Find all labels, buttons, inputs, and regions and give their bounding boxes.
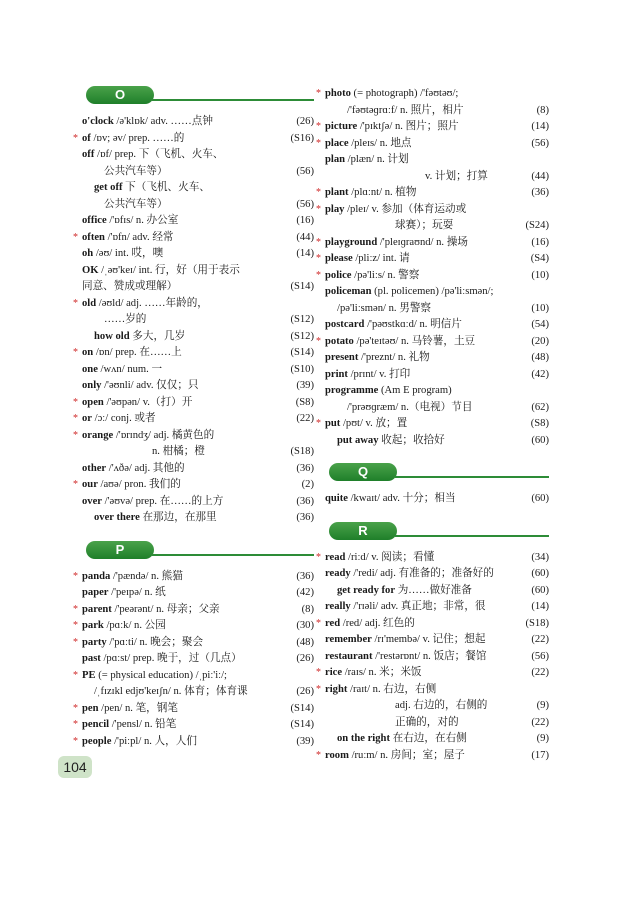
glossary-entry bbox=[82, 444, 314, 461]
glossary-entry bbox=[73, 230, 314, 247]
key-word-star-icon: * bbox=[73, 347, 78, 358]
entry-page-ref: (60) bbox=[531, 568, 549, 579]
glossary-entry bbox=[316, 416, 549, 433]
glossary-entry bbox=[316, 748, 549, 765]
entry-page-ref: (S8) bbox=[295, 396, 314, 408]
section-label-q: Q bbox=[329, 463, 397, 481]
entry-text: 公共汽车等） bbox=[104, 165, 168, 177]
glossary-entry bbox=[325, 317, 549, 334]
glossary-entry bbox=[316, 334, 549, 351]
entry-text: restaurant /'restərɒnt/ n. 饭店；餐馆 bbox=[325, 650, 487, 662]
entry-text: only /'əʊnli/ adv. 仅仅；只 bbox=[82, 380, 199, 391]
section-divider bbox=[395, 476, 549, 478]
entry-text: rice /raɪs/ n. 米；米饭 bbox=[325, 667, 422, 678]
key-word-star-icon: * bbox=[73, 396, 78, 408]
entry-page-ref: (S8) bbox=[530, 418, 549, 429]
entry-text: put /pʊt/ v. 放；置 bbox=[325, 418, 408, 429]
glossary-entry bbox=[73, 602, 314, 619]
key-word-star-icon: * bbox=[73, 620, 78, 631]
glossary-entry bbox=[325, 350, 549, 367]
glossary-entry bbox=[73, 734, 314, 751]
entry-text: parent /'peərənt/ n. 母亲；父亲 bbox=[82, 603, 220, 615]
section-divider bbox=[152, 99, 314, 101]
key-word-star-icon: * bbox=[316, 335, 321, 347]
glossary-entry bbox=[325, 383, 549, 400]
glossary-entry bbox=[82, 164, 314, 181]
key-word-star-icon: * bbox=[316, 121, 321, 132]
entry-text: play /pleɪ/ v. 参加（体育运动或 bbox=[325, 203, 467, 215]
glossary-entry bbox=[82, 147, 314, 164]
entry-text: get off 下（飞机、火车、 bbox=[94, 182, 210, 193]
glossary-entry bbox=[73, 618, 314, 635]
entry-page-ref: (36) bbox=[296, 512, 314, 523]
entry-text: programme (Am E program) bbox=[325, 385, 452, 396]
entry-page-ref: (22) bbox=[531, 667, 549, 678]
entry-page-ref: (9) bbox=[536, 733, 549, 744]
entry-text: photo (= photograph) /'fəʊtəʊ/; bbox=[325, 88, 459, 99]
entry-text: pencil /'pensl/ n. 铅笔 bbox=[82, 719, 177, 730]
entry-page-ref: (54) bbox=[531, 319, 549, 330]
glossary-entry bbox=[316, 550, 549, 567]
entry-page-ref: (2) bbox=[301, 479, 314, 490]
entry-page-ref: (48) bbox=[531, 352, 549, 363]
section-header-q bbox=[325, 463, 549, 483]
key-word-star-icon: * bbox=[73, 132, 78, 144]
entry-text: remember /rɪ'membə/ v. 记住；想起 bbox=[325, 634, 486, 645]
entry-text: postcard /'pəʊstkɑːd/ n. 明信片 bbox=[325, 319, 462, 330]
glossary-entry bbox=[325, 433, 549, 450]
entry-text: or /ɔː/ conj. 或者 bbox=[82, 413, 156, 424]
entry-page-ref: (9) bbox=[536, 700, 549, 711]
entry-page-ref: (22) bbox=[531, 716, 549, 728]
entry-text: put away 收起；收拾好 bbox=[337, 434, 445, 446]
glossary-entry bbox=[82, 213, 314, 230]
key-word-star-icon: * bbox=[316, 236, 321, 248]
key-word-star-icon: * bbox=[73, 570, 78, 582]
glossary-entry bbox=[325, 152, 549, 169]
section-header-r bbox=[325, 522, 549, 542]
entries-r bbox=[316, 550, 549, 765]
glossary-entry bbox=[82, 378, 314, 395]
entry-page-ref: (8) bbox=[301, 603, 314, 615]
entry-text: plan /plæn/ n. 计划 bbox=[325, 154, 409, 165]
entry-text: /pə'liːsmən/ n. 男警察 bbox=[337, 302, 432, 314]
glossary-entry bbox=[82, 585, 314, 602]
entry-text: n. 柑橘；橙 bbox=[152, 446, 205, 457]
entry-text: quite /kwaɪt/ adv. 十分；相当 bbox=[325, 493, 456, 504]
entry-text: on /ɒn/ prep. 在……上 bbox=[82, 347, 182, 358]
entry-text: place /pleɪs/ n. 地点 bbox=[325, 137, 412, 149]
key-word-star-icon: * bbox=[316, 269, 321, 281]
entry-page-ref: (S24) bbox=[525, 220, 549, 231]
entry-text: read /riːd/ v. 阅读；看懂 bbox=[325, 551, 435, 563]
entry-text: please /pliːz/ int. 请 bbox=[325, 253, 410, 264]
glossary-entry bbox=[82, 180, 314, 197]
key-word-star-icon: * bbox=[73, 413, 78, 424]
entry-text: open /'əʊpən/ v.（打）开 bbox=[82, 396, 193, 408]
entry-page-ref: (56) bbox=[296, 165, 314, 177]
entry-text: /ˌfɪzɪkl edjʊ'keɪʃn/ n. 体育；体育课 bbox=[94, 686, 248, 697]
glossary-entry bbox=[316, 235, 549, 252]
entry-page-ref: (8) bbox=[536, 104, 549, 116]
entry-text: oh /əʊ/ int. 哎，噢 bbox=[82, 248, 164, 259]
key-word-star-icon: * bbox=[73, 429, 78, 441]
entry-text: adj. 右边的，右侧的 bbox=[395, 700, 488, 711]
entry-page-ref: (S12) bbox=[290, 314, 314, 325]
glossary-entry bbox=[325, 566, 549, 583]
entry-page-ref: (36) bbox=[296, 570, 314, 582]
key-word-star-icon: * bbox=[316, 418, 321, 429]
entry-text: ready /'redi/ adj. 有准备的；准备好的 bbox=[325, 568, 494, 579]
entry-text: park /pɑːk/ n. 公园 bbox=[82, 620, 166, 631]
glossary-entry bbox=[325, 649, 549, 666]
entry-text: how old 多大，几岁 bbox=[94, 330, 186, 342]
entry-page-ref: (62) bbox=[531, 401, 549, 413]
entry-text: one /wʌn/ num. 一 bbox=[82, 363, 163, 375]
glossary-entry bbox=[316, 268, 549, 285]
entry-text: PE (= physical education) /ˌpiː'iː/; bbox=[82, 669, 227, 681]
glossary-entry bbox=[325, 715, 549, 732]
glossary-entry bbox=[325, 103, 549, 120]
entry-page-ref: (36) bbox=[531, 187, 549, 198]
entry-text: 球赛）；玩耍 bbox=[395, 220, 454, 231]
glossary-entry bbox=[325, 301, 549, 318]
glossary-entry bbox=[325, 599, 549, 616]
section-divider bbox=[152, 554, 314, 556]
entries-p bbox=[73, 569, 314, 751]
entry-page-ref: (39) bbox=[296, 380, 314, 391]
entry-page-ref: (26) bbox=[296, 686, 314, 697]
glossary-entry bbox=[73, 701, 314, 718]
entry-page-ref: (48) bbox=[296, 636, 314, 648]
entry-page-ref: (16) bbox=[531, 236, 549, 248]
glossary-entry bbox=[325, 400, 549, 417]
entry-text: really /'rɪəli/ adv. 真正地；非常，很 bbox=[325, 601, 486, 612]
section-header-p bbox=[82, 541, 314, 561]
entry-text: /'fəʊtəɡrɑːf/ n. 照片，相片 bbox=[347, 104, 464, 116]
glossary-entry bbox=[82, 312, 314, 329]
key-word-star-icon: * bbox=[316, 617, 321, 629]
entry-page-ref: (14) bbox=[296, 248, 314, 259]
glossary-entry bbox=[73, 477, 314, 494]
entry-page-ref: (34) bbox=[531, 551, 549, 563]
glossary-entry bbox=[316, 665, 549, 682]
entry-page-ref: (S18) bbox=[290, 446, 314, 457]
glossary-entry bbox=[73, 569, 314, 586]
glossary-entry bbox=[82, 114, 314, 131]
entry-text: room /ruːm/ n. 房间；室；屋子 bbox=[325, 749, 465, 761]
entry-text: of /ɒv; əv/ prep. ……的 bbox=[82, 132, 185, 144]
entry-text: party /'pɑːti/ n. 晚会；聚会 bbox=[82, 636, 204, 648]
entry-text: paper /'peɪpə/ n. 纸 bbox=[82, 587, 166, 598]
entry-text: playground /'pleɪɡraʊnd/ n. 操场 bbox=[325, 236, 468, 248]
entry-page-ref: (S10) bbox=[290, 363, 314, 375]
entry-page-ref: (44) bbox=[531, 170, 549, 182]
key-word-star-icon: * bbox=[316, 187, 321, 198]
entry-text: often /'ɒfn/ adv. 经常 bbox=[82, 231, 174, 243]
glossary-entry bbox=[73, 395, 314, 412]
glossary-entry bbox=[73, 635, 314, 652]
entry-text: present /'preznt/ n. 礼物 bbox=[325, 352, 430, 363]
entry-page-ref: (10) bbox=[531, 302, 549, 314]
right-column bbox=[316, 86, 549, 764]
entry-text: ……岁的 bbox=[104, 314, 147, 325]
entry-text: potato /pə'teɪtəʊ/ n. 马铃薯，土豆 bbox=[325, 335, 476, 347]
glossary-entry bbox=[325, 491, 549, 508]
entry-page-ref: (14) bbox=[531, 601, 549, 612]
entry-text: old /əʊld/ adj. ……年龄的， bbox=[82, 297, 208, 309]
entry-page-ref: (60) bbox=[531, 434, 549, 446]
entry-page-ref: (22) bbox=[531, 634, 549, 645]
glossary-entry bbox=[325, 284, 549, 301]
glossary-entry bbox=[73, 411, 314, 428]
entry-text: 同意、赞成或理解） bbox=[82, 281, 178, 292]
key-word-star-icon: * bbox=[316, 137, 321, 149]
entry-page-ref: (42) bbox=[531, 368, 549, 380]
entry-page-ref: (36) bbox=[296, 495, 314, 507]
key-word-star-icon: * bbox=[73, 702, 78, 714]
glossary-entry bbox=[316, 185, 549, 202]
entry-page-ref: (20) bbox=[531, 335, 549, 347]
glossary-entry bbox=[316, 86, 549, 103]
entry-page-ref: (10) bbox=[531, 269, 549, 281]
entry-page-ref: (39) bbox=[296, 735, 314, 747]
entry-page-ref: (56) bbox=[531, 137, 549, 149]
entry-text: pen /pen/ n. 笔，钢笔 bbox=[82, 702, 178, 714]
key-word-star-icon: * bbox=[316, 667, 321, 678]
key-word-star-icon: * bbox=[73, 719, 78, 730]
glossary-entry bbox=[82, 263, 314, 280]
entry-text: office /'ɒfɪs/ n. 办公室 bbox=[82, 215, 179, 226]
key-word-star-icon: * bbox=[73, 231, 78, 243]
glossary-entry bbox=[325, 367, 549, 384]
entry-text: orange /'ɒrɪndʒ/ adj. 橘黄色的 bbox=[82, 429, 215, 441]
glossary-entry bbox=[325, 169, 549, 186]
entry-text: picture /'pɪktʃə/ n. 图片；照片 bbox=[325, 121, 459, 132]
glossary-entry bbox=[73, 668, 314, 685]
entry-text: plant /plɑːnt/ n. 植物 bbox=[325, 187, 417, 198]
glossary-entry bbox=[82, 362, 314, 379]
glossary-entry bbox=[82, 279, 314, 296]
entry-text: panda /'pændə/ n. 熊猫 bbox=[82, 570, 183, 582]
entry-page-ref: (56) bbox=[531, 650, 549, 662]
key-word-star-icon: * bbox=[316, 203, 321, 215]
entry-text: people /'piːpl/ n. 人，人们 bbox=[82, 735, 197, 747]
entry-page-ref: (S14) bbox=[290, 281, 314, 292]
entry-text: print /prɪnt/ v. 打印 bbox=[325, 368, 411, 380]
entry-text: right /raɪt/ n. 右边，右侧 bbox=[325, 683, 437, 695]
glossary-entry bbox=[325, 218, 549, 235]
key-word-star-icon: * bbox=[316, 683, 321, 695]
entries-q bbox=[325, 491, 549, 508]
section-label-p: P bbox=[86, 541, 154, 559]
glossary-entry bbox=[82, 684, 314, 701]
glossary-entry bbox=[316, 251, 549, 268]
entry-text: off /ɒf/ prep. 下（飞机、火车、 bbox=[82, 149, 224, 160]
entry-page-ref: (S18) bbox=[525, 617, 549, 629]
entry-page-ref: (60) bbox=[531, 493, 549, 504]
entry-text: /'prəʊɡræm/ n.（电视）节目 bbox=[347, 401, 473, 413]
entry-text: 正确的，对的 bbox=[395, 716, 459, 728]
entry-text: policeman (pl. policemen) /pə'liːsmən/; bbox=[325, 286, 494, 297]
key-word-star-icon: * bbox=[73, 735, 78, 747]
entry-text: over /'əʊvə/ prep. 在……的上方 bbox=[82, 495, 224, 507]
left-column bbox=[73, 86, 314, 750]
glossary-entry bbox=[325, 583, 549, 600]
key-word-star-icon: * bbox=[73, 479, 78, 490]
glossary-entry bbox=[82, 197, 314, 214]
glossary-entry bbox=[325, 698, 549, 715]
entry-page-ref: (26) bbox=[296, 653, 314, 664]
key-word-star-icon: * bbox=[316, 749, 321, 761]
entry-page-ref: (42) bbox=[296, 587, 314, 598]
key-word-star-icon: * bbox=[316, 551, 321, 563]
entry-page-ref: (26) bbox=[296, 116, 314, 127]
glossary-entry bbox=[316, 616, 549, 633]
glossary-entry bbox=[73, 131, 314, 148]
key-word-star-icon: * bbox=[73, 636, 78, 648]
entry-page-ref: (16) bbox=[296, 215, 314, 226]
glossary-entry bbox=[82, 461, 314, 478]
glossary-entry bbox=[316, 119, 549, 136]
glossary-entry bbox=[82, 494, 314, 511]
entry-page-ref: (S16) bbox=[290, 132, 314, 144]
glossary-entry bbox=[82, 246, 314, 263]
entry-text: o'clock /ə'klɒk/ adv. ……点钟 bbox=[82, 116, 213, 127]
entry-text: other /'ʌðə/ adj. 其他的 bbox=[82, 462, 185, 474]
glossary-entry bbox=[73, 345, 314, 362]
entry-page-ref: (30) bbox=[296, 620, 314, 631]
glossary-entry bbox=[73, 428, 314, 445]
glossary-entry bbox=[73, 296, 314, 313]
entry-page-ref: (S14) bbox=[290, 702, 314, 714]
entry-page-ref: (14) bbox=[531, 121, 549, 132]
entry-text: over there 在那边，在那里 bbox=[94, 512, 217, 523]
glossary-entry bbox=[82, 329, 314, 346]
glossary-entry bbox=[82, 510, 314, 527]
entry-text: on the right 在右边，在右侧 bbox=[337, 733, 467, 744]
glossary-entry bbox=[316, 682, 549, 699]
glossary-entry bbox=[82, 651, 314, 668]
section-header-o bbox=[82, 86, 314, 106]
entry-text: OK /ˌəʊ'keɪ/ int. 行，好（用于表示 bbox=[82, 264, 240, 276]
entry-page-ref: (60) bbox=[531, 584, 549, 596]
entry-text: v. 计划；打算 bbox=[425, 170, 488, 182]
entry-page-ref: (S12) bbox=[290, 330, 314, 342]
entry-page-ref: (56) bbox=[296, 198, 314, 210]
entry-text: red /red/ adj. 红色的 bbox=[325, 617, 415, 629]
glossary-entry bbox=[325, 632, 549, 649]
entry-text: 公共汽车等） bbox=[104, 198, 168, 210]
entry-text: past /pɑːst/ prep. 晚于，过（几点） bbox=[82, 653, 242, 664]
entry-text: police /pə'liːs/ n. 警察 bbox=[325, 269, 420, 281]
key-word-star-icon: * bbox=[316, 88, 321, 99]
entry-page-ref: (22) bbox=[296, 413, 314, 424]
entry-text: our /aʊə/ pron. 我们的 bbox=[82, 479, 181, 490]
key-word-star-icon: * bbox=[316, 253, 321, 264]
entry-page-ref: (S4) bbox=[530, 253, 549, 264]
page-number: 104 bbox=[58, 756, 92, 778]
entry-page-ref: (S14) bbox=[290, 719, 314, 730]
glossary-entry bbox=[325, 731, 549, 748]
entry-page-ref: (S14) bbox=[290, 347, 314, 358]
section-label-o: O bbox=[86, 86, 154, 104]
entries-o bbox=[73, 114, 314, 527]
key-word-star-icon: * bbox=[73, 603, 78, 615]
entry-page-ref: (44) bbox=[296, 231, 314, 243]
section-divider bbox=[395, 535, 549, 537]
entry-text: get ready for 为……做好准备 bbox=[337, 584, 472, 596]
section-label-r: R bbox=[329, 522, 397, 540]
entries-p-continued bbox=[316, 86, 549, 449]
glossary-entry bbox=[73, 717, 314, 734]
entry-page-ref: (17) bbox=[531, 749, 549, 761]
key-word-star-icon: * bbox=[73, 297, 78, 309]
key-word-star-icon: * bbox=[73, 669, 78, 681]
glossary-entry bbox=[316, 136, 549, 153]
entry-page-ref: (36) bbox=[296, 462, 314, 474]
glossary-entry bbox=[316, 202, 549, 219]
